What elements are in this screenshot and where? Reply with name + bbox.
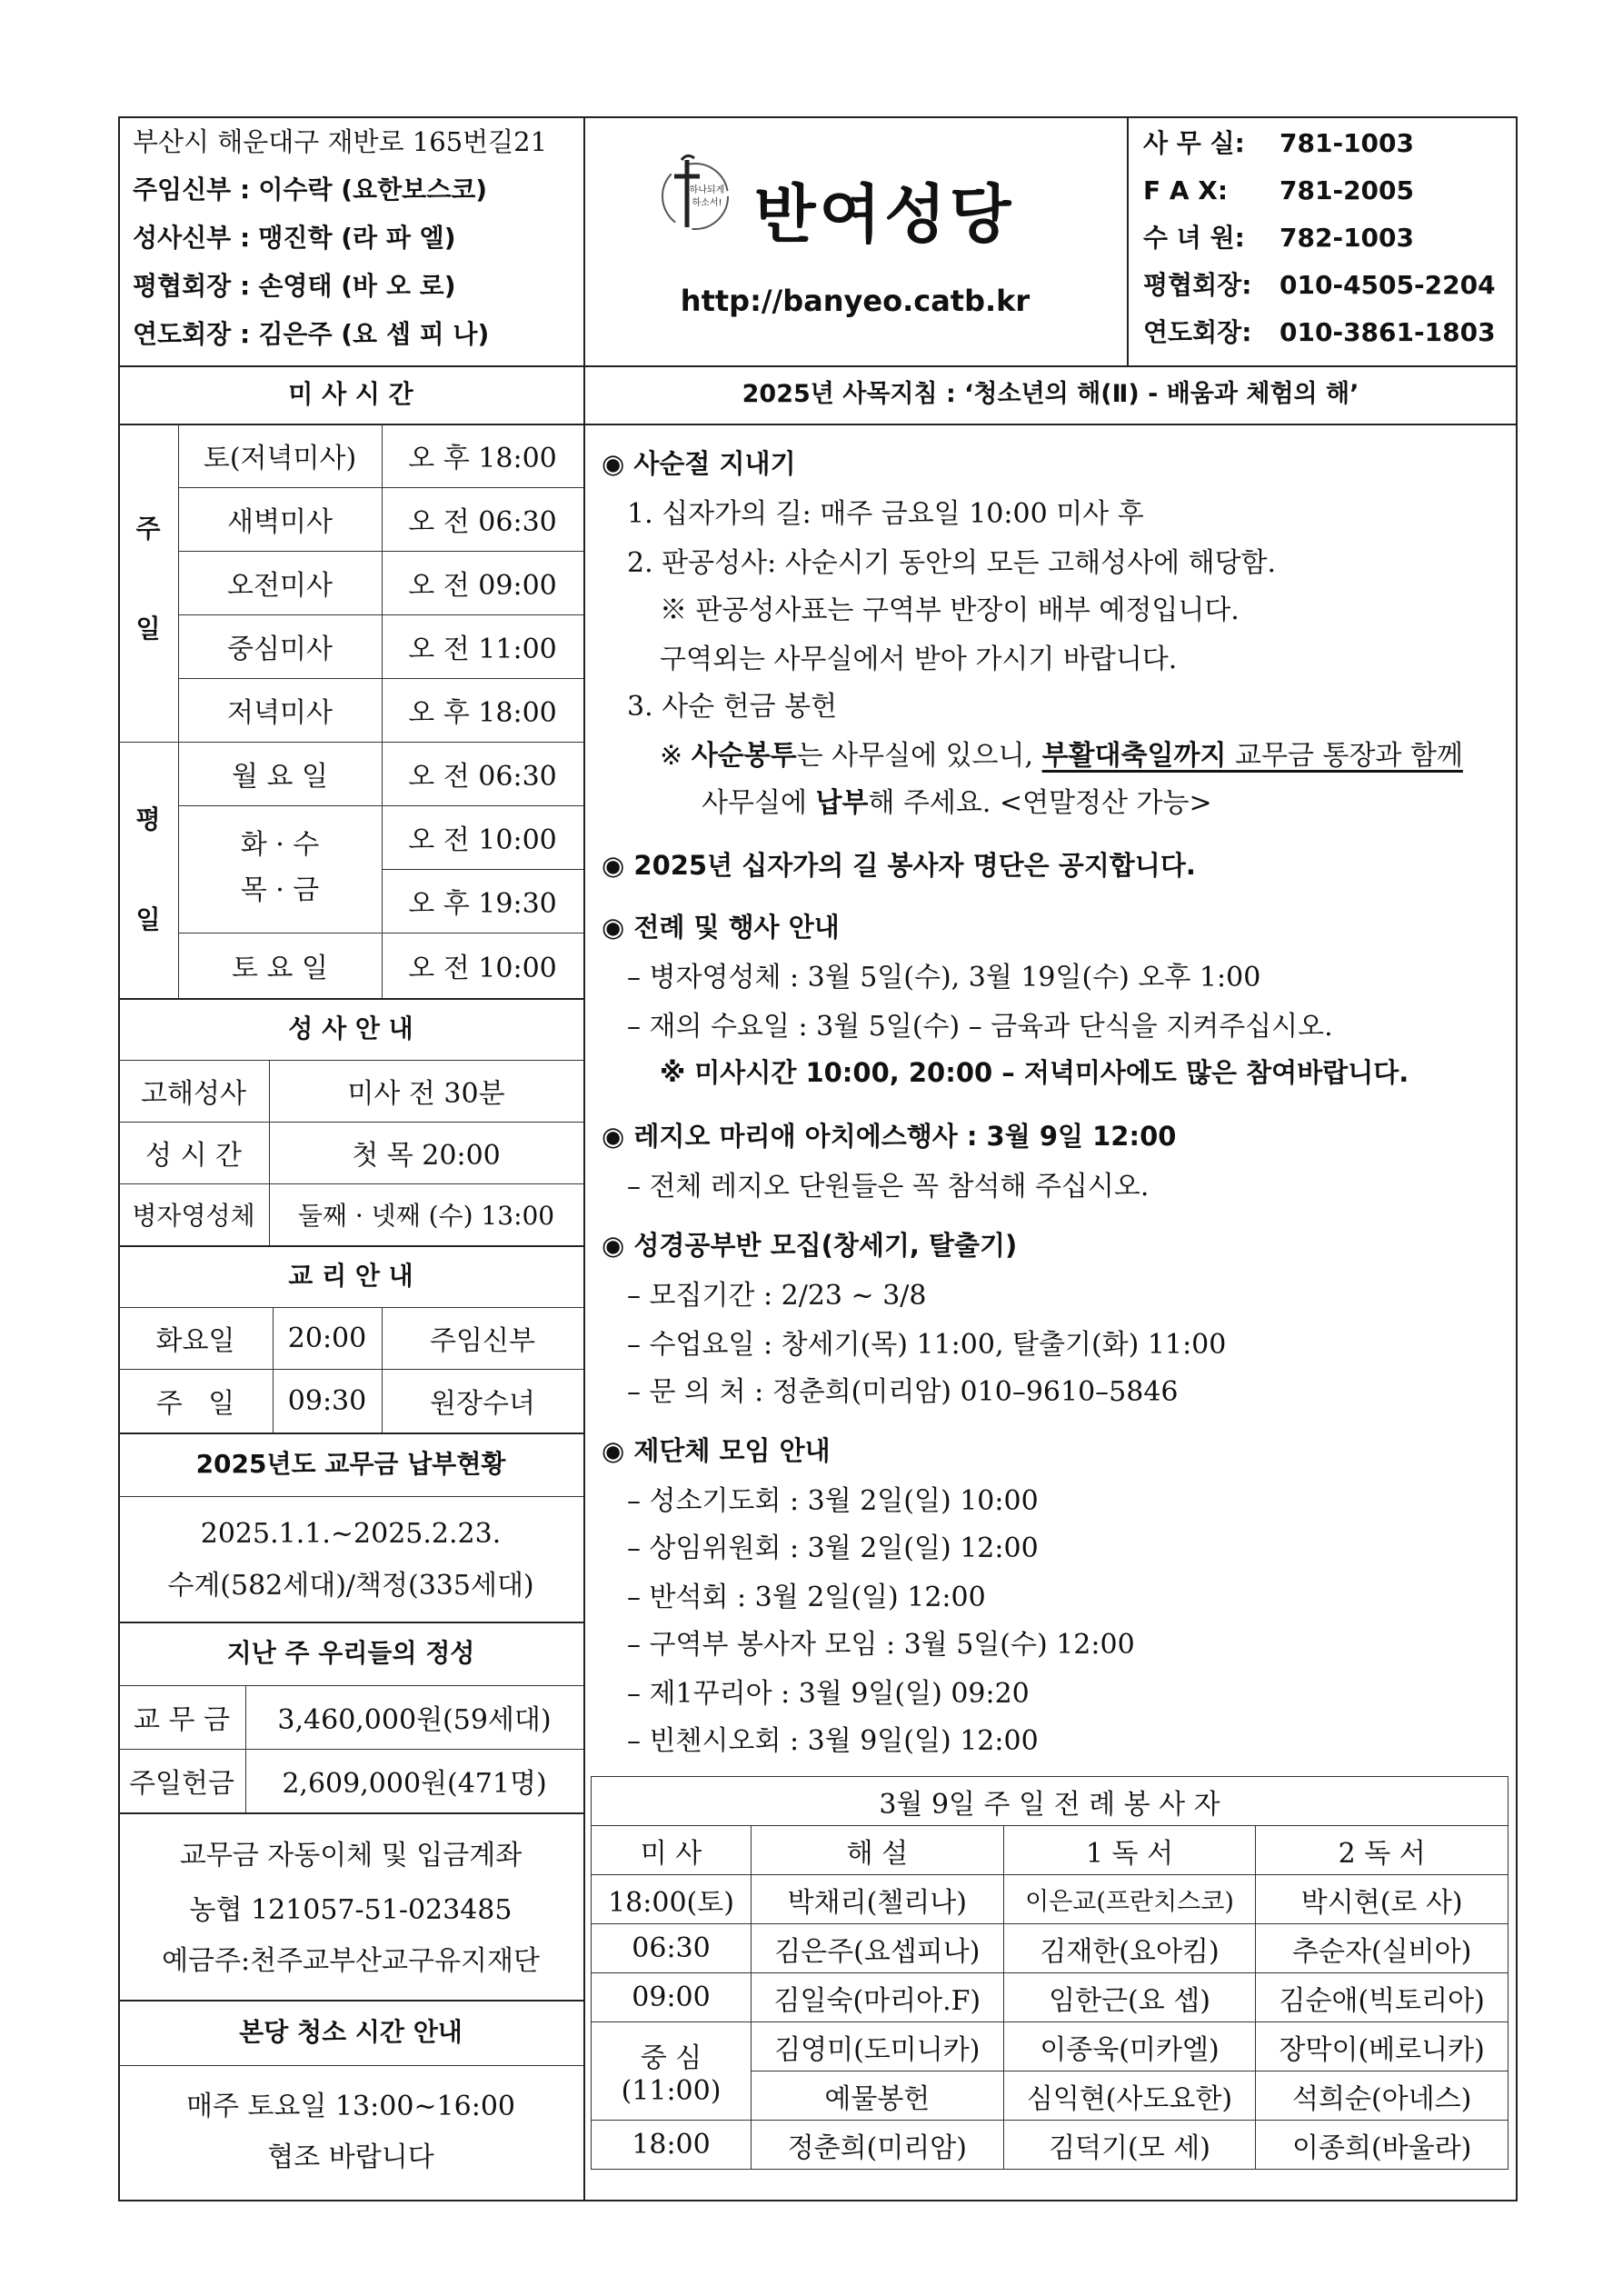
commentator-cell: 정춘희(미리암) [752,2121,1004,2170]
group-meeting: – 반석회 : 3월 2일(일) 12:00 [627,1582,986,1613]
contact-council: 평협회장: 010-4505-2204 [1143,270,1496,300]
catechism-time: 09:30 [287,1384,367,1417]
legio-line: – 전체 레지오 단원들은 꼭 참석해 주십시오. [627,1171,1150,1203]
catechism-teacher: 주임신부 [430,1325,535,1357]
table-row [592,1924,1508,1973]
catechism-time: 20:00 [287,1322,367,1354]
sunday-mass-time: 오 전 06:30 [408,506,557,538]
account-heading: 교무금 자동이체 및 입금계좌 [179,1840,523,1872]
contact-fax: F A X: 781-2005 [1143,175,1414,205]
church-address: 부산시 해운대구 재반로 165번길21 [133,126,548,157]
catechism-day: 주 일 [155,1388,235,1420]
stations-notice: ◉ 2025년 십자가의 길 봉사자 명단은 공지합니다. [602,850,1196,881]
group-meeting: – 구역부 봉사자 모임 : 3월 5일(수) 12:00 [627,1629,1135,1661]
groups-title: ◉ 제단체 모임 안내 [602,1435,831,1466]
catechism-teacher: 원장수녀 [430,1388,535,1420]
sacrament-title: 성 사 안 내 [288,1013,413,1043]
header-mass: 미 사 [592,1826,752,1875]
weekday-label-2: 일 [135,904,161,934]
reader1-cell: 이종욱(미카엘) [1003,2022,1256,2071]
mass-times-title: 미 사 시 간 [288,379,413,409]
account-number: 농협 121057-51-023485 [189,1894,513,1926]
sacrament-name: 성 시 간 [144,1140,242,1172]
reader2-cell: 김순애(빅토리아) [1256,1973,1508,2022]
commentator-cell: 박채리(첼리나) [752,1875,1004,1924]
mass-cell: 06:30 [592,1924,752,1973]
servers-title: 3월 9일 주 일 전 례 봉 사 자 [592,1777,1508,1826]
bible-study-line: – 문 의 처 : 정춘희(미리암) 010–9610–5846 [627,1376,1179,1408]
cleaning-title: 본당 청소 시간 안내 [239,2017,463,2047]
sunday-label-2: 일 [135,614,161,644]
mass-cell: 09:00 [592,1973,752,2022]
liturgy-servers-table [591,1776,1508,2170]
table-row [592,2022,1508,2071]
sunday-mass-time: 오 후 18:00 [408,443,557,474]
weekday-tue-wed: 화 · 수 [240,829,320,861]
church-logo-icon [654,153,736,235]
header-reader-2: 2 독 서 [1256,1826,1508,1875]
lent-line: 2. 판공성사: 사순시기 동안의 모든 고해성사에 해당함. [627,547,1277,579]
bible-study-line: – 수업요일 : 창세기(목) 11:00, 탈출기(화) 11:00 [627,1329,1227,1361]
sunday-mass-name: 토(저녁미사) [203,443,357,474]
table-row [592,2121,1508,2170]
sunday-mass-name: 오전미사 [227,570,333,602]
catechism-title: 교 리 안 내 [288,1261,413,1291]
catechism-day: 화요일 [155,1325,235,1357]
liturgy-mass-note: ※ 미사시간 10:00, 20:00 – 저녁미사에도 많은 참여바랍니다. [660,1057,1409,1088]
lent-title: ◉ 사순절 지내기 [602,448,796,479]
header-info [133,118,547,358]
weekday-label-1: 평 [135,804,161,834]
header-divider-left [583,116,585,367]
liturgy-line: – 재의 수요일 : 3월 5일(수) – 금육과 단식을 지켜주십시오. [627,1011,1333,1043]
table-row [592,1875,1508,1924]
reader2-cell: 장막이(베로니카) [1256,2022,1508,2071]
bible-study-line: – 모집기간 : 2/23 ~ 3/8 [627,1280,927,1312]
reader1-cell: 김재한(요아킴) [1003,1924,1256,1973]
contact-office: 사 무 실: 781-1003 [1143,128,1414,158]
lent-line: 1. 십자가의 길: 매주 금요일 10:00 미사 후 [627,498,1144,530]
sacrament-name: 고해성사 [141,1078,246,1110]
lent-line: 3. 사순 헌금 봉헌 [627,691,838,723]
commentator-cell: 예물봉헌 [752,2071,1004,2121]
header-commentator: 해 설 [752,1826,1004,1875]
mass-cell-main: 중 심 (11:00) [592,2022,752,2121]
group-meeting: – 빈첸시오회 : 3월 9일(일) 12:00 [627,1725,1039,1757]
line [118,1812,583,1814]
group-meeting: – 제1꾸리아 : 3월 9일(일) 09:20 [627,1678,1030,1710]
weekday-morning-time: 오 전 10:00 [408,824,557,856]
weekday-thu-fri: 목 · 금 [240,874,320,906]
group-meeting: – 상임위원회 : 3월 2일(일) 12:00 [627,1532,1039,1564]
legio-title: ◉ 레지오 마리애 아치에스행사 : 3월 9일 12:00 [602,1121,1177,1152]
line [118,1496,583,1497]
offering-title: 지난 주 우리들의 정성 [226,1638,475,1668]
staff-council-president: 평협회장 : 손영태 (바 오 로) [133,271,456,301]
commentator-cell: 김영미(도미니카) [752,2022,1004,2071]
mass-cell: 18:00(토) [592,1875,752,1924]
offering-name: 교 무 금 [133,1704,230,1736]
offering-value: 2,609,000원(471명) [282,1768,547,1800]
line [118,2065,583,2066]
reader2-cell: 이종희(바울라) [1256,2121,1508,2170]
staff-confessor: 성사신부 : 맹진학 (라 파 엘) [133,223,456,253]
weekday-monday: 월 요 일 [231,761,328,793]
offering-name: 주일헌금 [129,1768,234,1800]
sunday-mass-name: 중심미사 [227,634,333,665]
reader2-cell: 추순자(실비아) [1256,1924,1508,1973]
sunday-mass-time: 오 전 11:00 [408,634,557,665]
sacrament-name: 병자영성체 [132,1201,255,1231]
dues-title: 2025년도 교무금 납부현황 [195,1449,506,1479]
reader2-cell: 석희순(아네스) [1256,2071,1508,2121]
mass-cell: 18:00 [592,2121,752,2170]
lent-line: 구역외는 사무실에서 받아 가시기 바랍니다. [660,644,1178,675]
header-reader-1: 1 독 서 [1003,1826,1256,1875]
sacrament-value: 미사 전 30분 [347,1078,505,1110]
sacrament-value: 첫 목 20:00 [352,1140,501,1172]
church-name: 반여성당 [754,177,1015,252]
lent-envelope-note: ※ 사순봉투는 사무실에 있으니, 부활대축일까지 교무금 통장과 함께 [660,740,1463,772]
reader1-cell: 김덕기(모 세) [1003,2121,1256,2170]
servers-header-row [592,1826,1508,1875]
sunday-mass-time: 오 후 18:00 [408,697,557,729]
lent-payment-note: 사무실에 납부해 주세요. <연말정산 가능> [702,787,1212,819]
reader2-cell: 박시현(로 사) [1256,1875,1508,1924]
lent-line: ※ 판공성사표는 구역부 반장이 배부 예정입니다. [660,594,1240,626]
weekday-evening-time: 오 후 19:30 [408,888,557,920]
church-url[interactable]: http://banyeo.catb.kr [680,284,1031,318]
cleaning-time: 매주 토요일 13:00~16:00 [185,2091,516,2122]
reader1-cell: 심익현(사도요한) [1003,2071,1256,2121]
commentator-cell: 김은주(요셉피나) [752,1924,1004,1973]
account-holder: 예금주:천주교부산교구유지재단 [162,1945,540,1977]
reader1-cell: 임한근(요 셉) [1003,1973,1256,2022]
contact-list [1143,120,1496,356]
contact-prayer: 연도회장: 010-3861-1803 [1143,317,1496,347]
pastoral-motto: 2025년 사목지침 : ‘청소년의 해(Ⅱ) - 배움과 체험의 해’ [742,380,1359,408]
weekday-saturday: 토 요 일 [231,953,328,984]
staff-prayer-president: 연도회장 : 김은주 (요 셉 피 나) [133,319,490,349]
liturgy-title: ◉ 전례 및 행사 안내 [602,912,840,943]
reader1-cell: 이은교(프란치스코) [1003,1875,1256,1924]
group-meeting: – 성소기도회 : 3월 2일(일) 10:00 [627,1485,1039,1517]
sunday-label-1: 주 [135,514,161,544]
header-divider-right [1127,116,1129,367]
sunday-mass-name: 저녁미사 [227,697,333,729]
sunday-mass-time: 오 전 09:00 [408,570,557,602]
sacrament-value: 둘째 · 넷째 (수) 13:00 [297,1201,555,1231]
liturgy-line: – 병자영성체 : 3월 5일(수), 3월 19일(수) 오후 1:00 [627,962,1261,993]
column-divider [583,365,585,2201]
commentator-cell: 김일숙(마리아.F) [752,1973,1004,2022]
cleaning-note: 협조 바랍니다 [267,2141,434,2173]
weekday-saturday-time: 오 전 10:00 [408,953,557,984]
table-row [592,1973,1508,2022]
svg-text:하나되게: 하나되게 [689,185,725,195]
line [583,424,1518,425]
offering-value: 3,460,000원(59세대) [277,1704,552,1736]
staff-pastor: 주임신부 : 이수락 (요한보스코) [133,175,488,205]
dues-households: 수계(582세대)/책정(335세대) [167,1570,534,1602]
svg-text:하소서!: 하소서! [692,198,722,208]
weekday-monday-time: 오 전 06:30 [408,761,557,793]
sunday-mass-name: 새벽미사 [227,506,333,538]
contact-convent: 수 녀 원: 782-1003 [1143,223,1414,253]
bible-study-title: ◉ 성경공부반 모집(창세기, 탈출기) [602,1230,1018,1261]
dues-period: 2025.1.1.~2025.2.23. [200,1517,502,1550]
